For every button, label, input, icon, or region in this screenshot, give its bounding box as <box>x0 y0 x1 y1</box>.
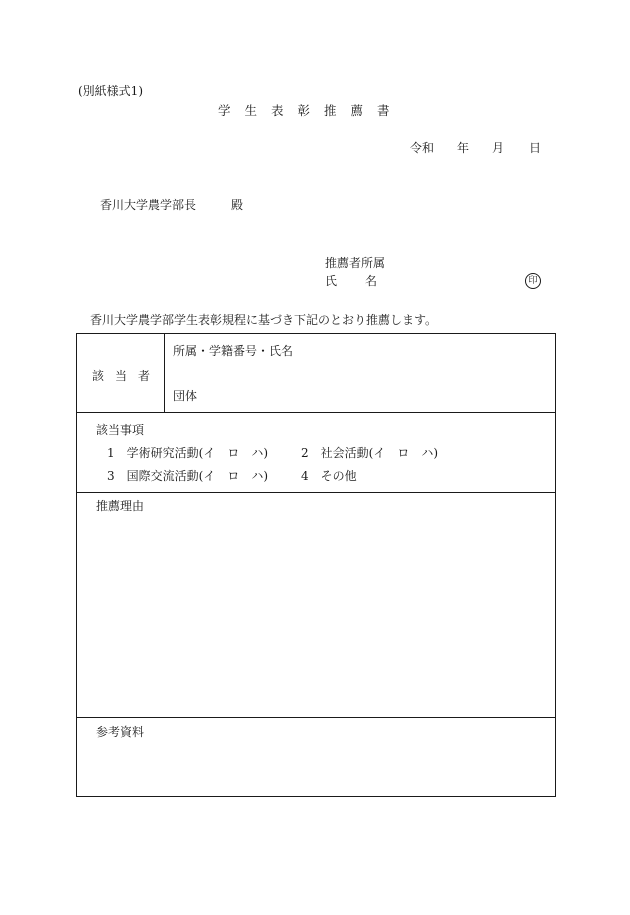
document-title: 学生表彰推薦書 <box>218 103 404 118</box>
target-row <box>77 334 555 413</box>
category-item-number: 3 <box>107 469 115 483</box>
date-month-label: 月 <box>492 141 505 155</box>
category-item[interactable] <box>301 446 438 460</box>
category-item-label: その他 <box>320 469 357 483</box>
category-item[interactable] <box>301 469 357 483</box>
addressee-honorific: 殿 <box>231 198 244 212</box>
form-number-label: (別紙様式1) <box>78 84 143 98</box>
category-item[interactable] <box>107 446 268 460</box>
category-item-number: 2 <box>301 446 309 460</box>
category-item-number: 4 <box>301 469 309 483</box>
addressee-name: 香川大学農学部長 <box>100 198 197 212</box>
category-title: 該当事項 <box>96 423 145 437</box>
reason-title: 推薦理由 <box>96 499 145 513</box>
target-header-cell <box>77 334 165 413</box>
category-item-label: 学術研究活動(イ ロ ハ) <box>126 446 269 460</box>
category-item-number: 1 <box>107 446 115 460</box>
reference-title: 参考資料 <box>96 725 145 739</box>
recommender-name-label: 氏名 <box>325 274 406 288</box>
category-item-label: 国際交流活動(イ ロ ハ) <box>126 469 269 483</box>
target-header-label: 該当者 <box>92 369 162 383</box>
date-day-label: 日 <box>529 141 542 155</box>
target-affiliation-field[interactable]: 所属・学籍番号・氏名 <box>173 344 294 358</box>
date-year-label: 年 <box>457 141 470 155</box>
recommendation-table <box>76 333 556 797</box>
reference-row[interactable] <box>77 718 555 796</box>
category-row <box>77 413 555 493</box>
seal-icon: 印 <box>525 273 541 289</box>
reason-row[interactable] <box>77 493 555 718</box>
date-era: 令和 <box>410 141 435 155</box>
category-item-label: 社会活動(イ ロ ハ) <box>320 446 439 460</box>
recommender-affiliation-label: 推薦者所属 <box>325 256 386 270</box>
category-item[interactable] <box>107 469 268 483</box>
target-group-field[interactable]: 団体 <box>173 389 198 403</box>
intro-text: 香川大学農学部学生表彰規程に基づき下記のとおり推薦します。 <box>90 313 438 327</box>
